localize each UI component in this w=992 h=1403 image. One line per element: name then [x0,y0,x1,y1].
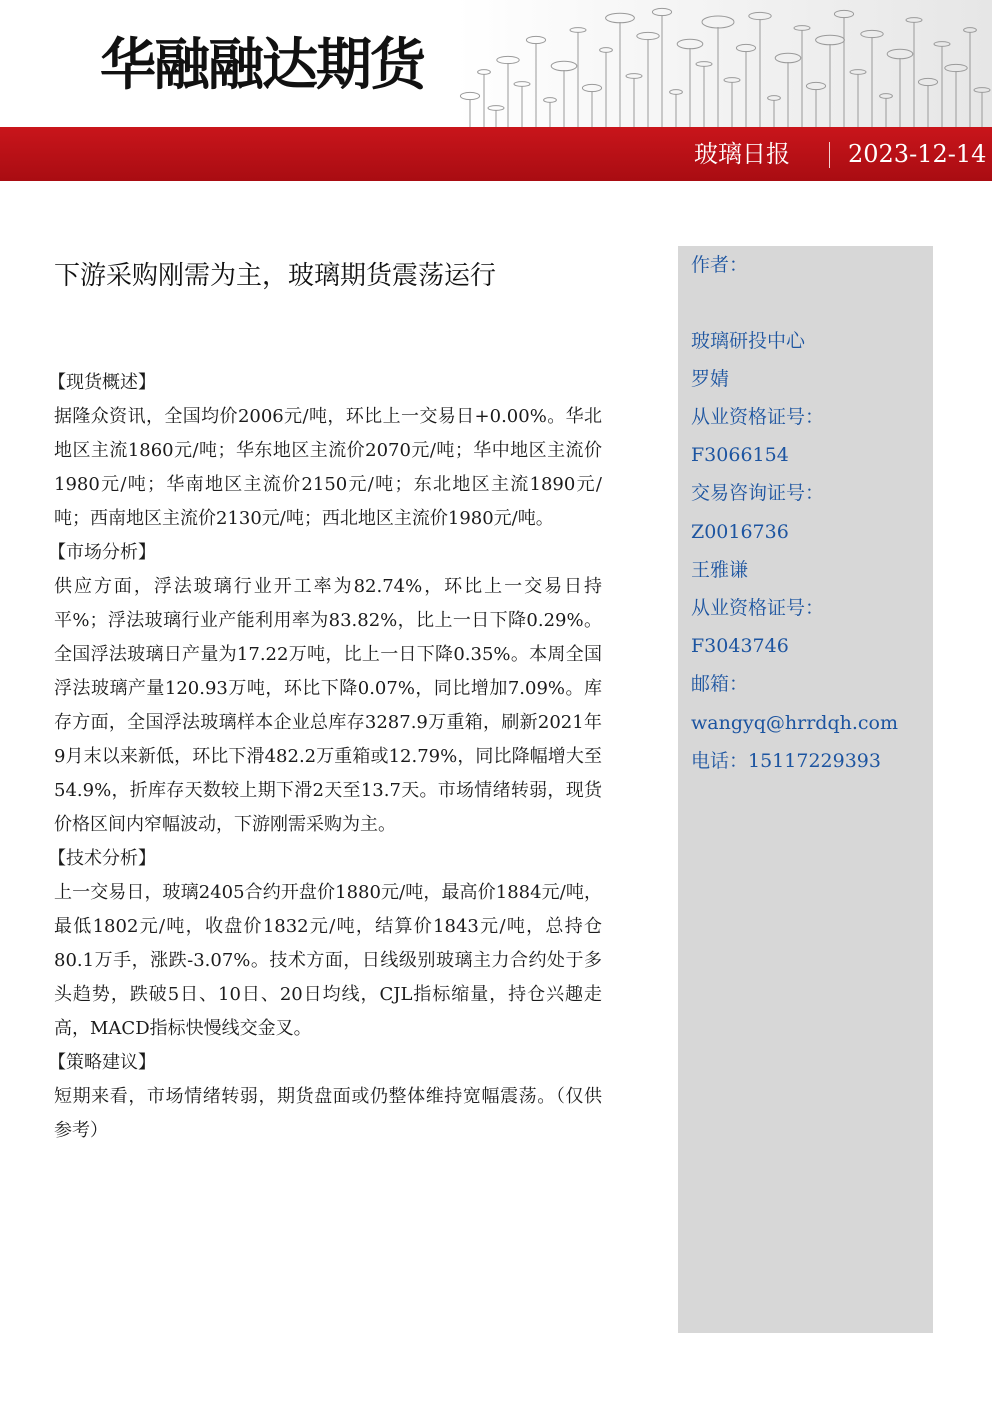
analyst2-name: 王雅谦 [691,559,749,581]
phone-number[interactable]: 电话：15117229393 [691,750,881,772]
section-paragraph-strategy: 短期来看，市场情绪转弱，期货盘面或仍整体维持宽幅震荡。（仅供参考） [54,1086,602,1141]
analyst1-cert-label: 从业资格证号： [691,406,825,428]
section-paragraph-technical: 上一交易日，玻璃2405合约开盘价1880元/吨，最高价1884元/吨，最低1802元/吨，收盘价1832元/吨，结算价1843元/吨，总持仓80.1万手，涨跌-3.07%。技术方面，日线级别玻璃主力合约处于多头趋势，跌破5日、10日、20日均线，CJL指标缩量，持仓兴趣走高，MACD指标快慢线交金叉。 [54,882,602,1039]
company-logo: 华融融达期货 [100,33,424,98]
analyst2-cert-label: 从业资格证号： [691,597,825,619]
analyst1-consult: Z0016736 [691,521,789,543]
header-decoration [456,0,992,128]
section-heading-strategy: 【策略建议】 [48,1052,156,1073]
author-label: 作者： [691,254,749,276]
section-heading-technical: 【技术分析】 [48,848,156,869]
report-headline: 下游采购刚需为主，玻璃期货震荡运行 [54,261,497,291]
section-heading-market: 【市场分析】 [48,542,156,563]
department-name: 玻璃研投中心 [691,330,806,352]
section-heading-spot: 【现货概述】 [48,372,156,393]
report-date: 2023-12-14 [848,140,987,168]
report-title-band [0,127,992,181]
analyst1-cert: F3066154 [691,444,789,466]
report-body [48,366,602,1148]
email-address[interactable]: wangyq@hrrdqh.com [691,712,898,734]
analyst2-cert: F3043746 [691,635,789,657]
analyst1-name: 罗婧 [691,368,730,390]
email-label: 邮箱： [691,673,749,695]
analyst1-consult-label: 交易咨询证号： [691,482,825,504]
title-separator [829,142,830,168]
section-paragraph-market: 供应方面，浮法玻璃行业开工率为82.74%，环比上一交易日持平%；浮法玻璃行业产能利用率为83.82%，比上一日下降0.29%。全国浮法玻璃日产量为17.22万吨，比上一日下降0.35%。本周全国浮法玻璃产量120.93万吨，环比下降0.07%，同比增加7.09%。库存方面，全国浮法玻璃样本企业总库存3287.9万重箱，刷新2021年9月末以来新低，环比下滑482.2万重箱或12.79%，同比降幅增大至54.9%，折库存天数较上期下滑2天至13.7天。市场情绪转弱，现货价格区间内窄幅波动，下游刚需采购为主。 [54,576,602,835]
report-title: 玻璃日报 [694,140,790,168]
section-paragraph-spot: 据隆众资讯，全国均价2006元/吨，环比上一交易日+0.00%。华北地区主流1860元/吨；华东地区主流价2070元/吨；华中地区主流价1980元/吨；华南地区主流价2150元/吨；东北地区主流1890元/吨；西南地区主流价2130元/吨；西北地区主流价1980元/吨。 [54,406,602,529]
